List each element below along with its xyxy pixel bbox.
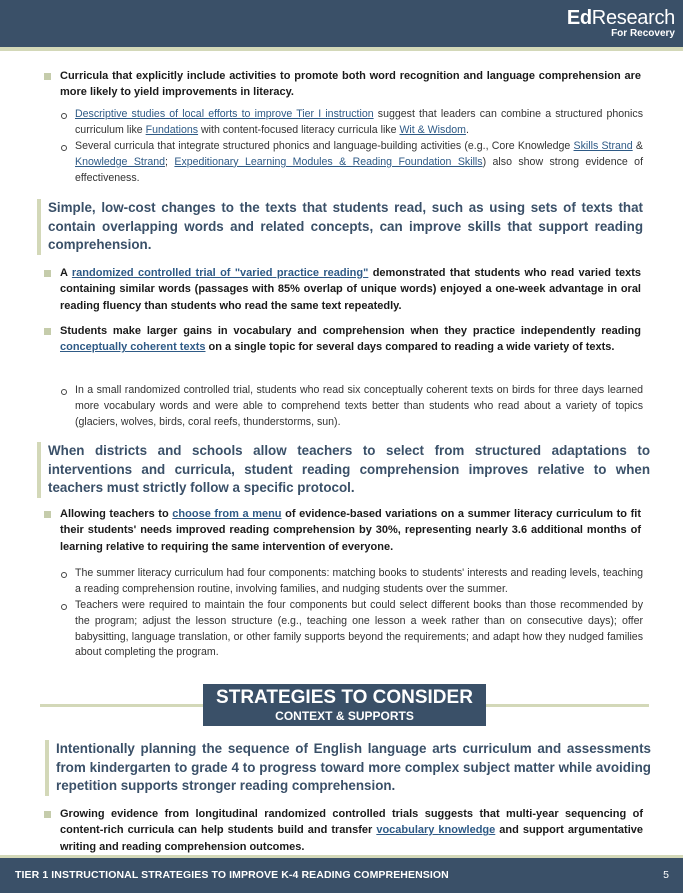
square-bullet-icon: [44, 511, 51, 518]
text-span: suggest that leaders can combine a structured phonics curriculum like: [75, 108, 644, 136]
callout-structured-adaptations: When districts and schools allow teachers to select from structured adaptations to interventions and curricula, student reading comprehension improves relative to when teachers must strictly follow a specific protocol.: [37, 442, 650, 498]
text-span: of evidence-based variations on a summer literacy curriculum to fit their students' needs improved reading comprehension by 30%, representing nearly 3.6 additional months of learning relative to requiring the same intervention of everyone.: [60, 508, 641, 553]
text-span: &: [632, 140, 643, 152]
link-choose-from-menu[interactable]: choose from a menu: [172, 508, 282, 520]
callout-ela-sequencing: Intentionally planning the sequence of English language arts curriculum and assessments from kindergarten to grade 4 to progress toward more complex subject matter while avoiding repetition supports stronger reading comprehension.: [45, 740, 651, 796]
strategies-subtitle: CONTEXT & SUPPORTS: [275, 709, 414, 723]
text-span: A: [60, 267, 72, 279]
link-expeditionary-learning[interactable]: Expeditionary Learning Modules & Reading Foundation Skills: [174, 155, 483, 168]
bullet-varied-practice: [60, 265, 641, 314]
sub-bullet-teacher-requirements: Teachers were required to maintain the four components but could select different books than those recommended by the program; adjust the lesson structure (e.g., teaching one lesson a week rather than on consecutive days); offer babysitting, language translation, or other family supports beyond the requirements; and adapt how they nudged families about completing the program.: [75, 599, 643, 659]
bullet-curricula: Curricula that explicitly include activities to promote both word recognition and language comprehension are more likely to yield improvements in literacy.: [60, 70, 641, 99]
logo-subtitle: For Recovery: [611, 28, 675, 39]
header-divider: [0, 47, 683, 51]
text-span: Students make larger gains in vocabulary and comprehension when they practice independently reading: [60, 325, 641, 337]
text-span: Several curricula that integrate structured phonics and language-building activities (e.g., Core Knowledge: [75, 140, 574, 152]
link-conceptually-coherent-texts[interactable]: conceptually coherent texts: [60, 341, 206, 354]
link-skills-strand[interactable]: Skills Strand: [573, 140, 633, 152]
edresearch-logo: [567, 8, 675, 40]
link-wit-wisdom[interactable]: Wit & Wisdom: [399, 123, 466, 136]
circle-bullet-icon: [61, 604, 67, 610]
strategies-title: STRATEGIES TO CONSIDER: [216, 687, 473, 708]
link-knowledge-strand[interactable]: Knowledge Strand: [75, 155, 166, 168]
circle-bullet-icon: [61, 572, 67, 578]
square-bullet-icon: [44, 73, 51, 80]
text-span: Growing evidence from longitudinal randomized controlled trials suggests that multi-year sequencing of content-rich curricula can help students build and transfer: [60, 808, 643, 837]
bullet-vocabulary-gains: [60, 323, 641, 356]
sub-bullet-descriptive-studies: [75, 107, 643, 139]
bullet-longitudinal-evidence: [60, 806, 643, 855]
logo-bold-text: Ed: [566, 7, 592, 29]
link-fundations[interactable]: Fundations: [145, 123, 199, 136]
link-descriptive-studies[interactable]: Descriptive studies of local efforts to improve Tier I instruction: [75, 108, 374, 120]
text-span: ) also show strong evidence of effectiveness.: [75, 155, 644, 184]
callout-low-cost-texts: Simple, low-cost changes to the texts that students read, such as using sets of texts that contain overlapping words and related concepts, can improve skills that support reading comprehension.: [37, 199, 643, 255]
text-span: on a single topic for several days compared to reading a wide variety of texts.: [205, 341, 615, 354]
link-varied-practice-trial[interactable]: randomized controlled trial of "varied practice reading": [71, 267, 369, 279]
circle-bullet-icon: [61, 145, 67, 151]
page-footer: [0, 858, 683, 893]
circle-bullet-icon: [61, 389, 67, 395]
sub-bullet-birds-trial: In a small randomized controlled trial, students who read six conceptually coherent texts on birds for three days learned more vocabulary words and were able to comprehend texts better than students who read about a variety of topics (glaciers, wolves, birds, coral reefs, thunderstorms, sun).: [75, 384, 643, 428]
page-header: [0, 0, 683, 47]
text-span: .: [465, 123, 469, 136]
text-span: ;: [165, 155, 175, 168]
link-vocabulary-knowledge[interactable]: vocabulary knowledge: [376, 824, 496, 837]
text-span: Allowing teachers to: [60, 508, 173, 520]
sub-bullet-several-curricula: [75, 139, 643, 186]
circle-bullet-icon: [61, 113, 67, 119]
text-span: with content-focused literacy curricula like: [198, 123, 400, 136]
strategies-banner: [203, 684, 486, 726]
logo-rest-text: Research: [591, 7, 675, 29]
bullet-choose-menu: [60, 506, 641, 555]
page-number: 5: [663, 869, 669, 881]
square-bullet-icon: [44, 811, 51, 818]
square-bullet-icon: [44, 270, 51, 277]
text-span: demonstrated that students who read varied texts containing similar words (passages with 85% overlap of unique words) enjoyed a one-week advantage in oral reading fluency than students who read the same text repeatedly.: [60, 267, 641, 312]
square-bullet-icon: [44, 328, 51, 335]
text-span: and support argumentative writing and reading comprehension outcomes.: [60, 824, 644, 853]
footer-title: TIER 1 INSTRUCTIONAL STRATEGIES TO IMPROVE K-4 READING COMPREHENSION: [15, 869, 449, 881]
sub-bullet-summer-curriculum: The summer literacy curriculum had four components: matching books to students' interests and reading levels, teaching a reading comprehension routine, involving families, and nudging students over the summer.: [75, 567, 643, 595]
